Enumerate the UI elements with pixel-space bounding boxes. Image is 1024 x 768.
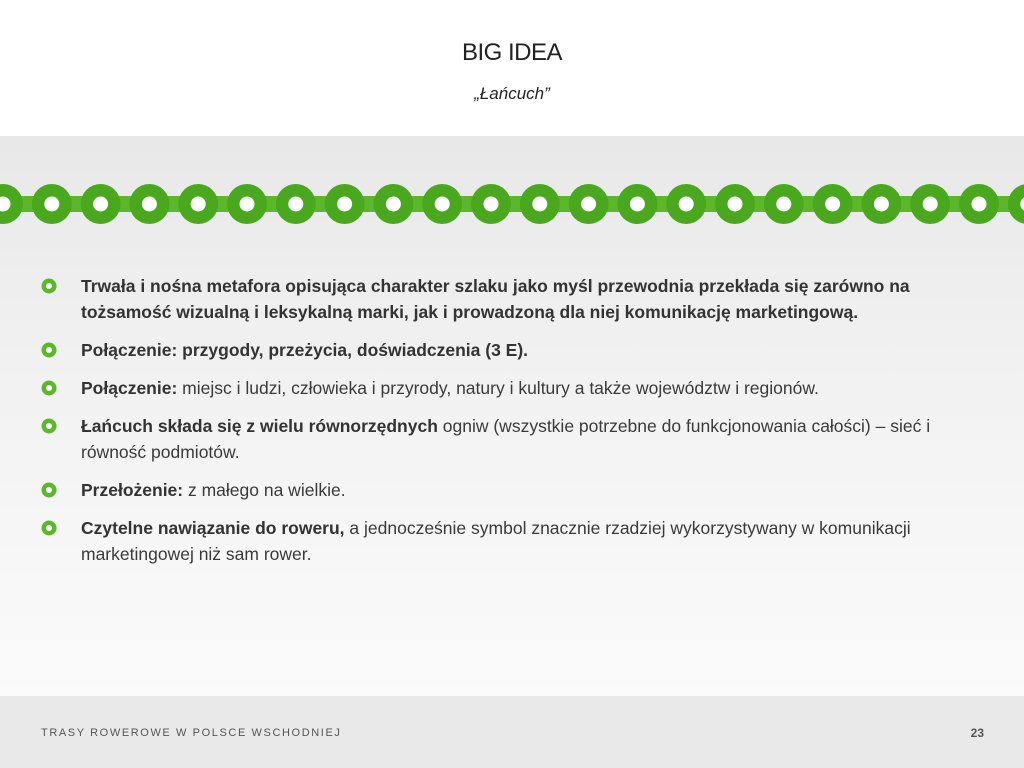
chain-link-hole	[288, 197, 303, 212]
chain-link-hole	[581, 197, 596, 212]
slide-subtitle: „Łańcuch”	[474, 84, 550, 103]
green-ring-bullet-icon	[40, 481, 58, 499]
bullet-text: ogniw (wszystkie potrzebne do funkcjonowania całości) – sieć i równość podmiotów.	[81, 416, 931, 462]
bullet-bold-text: Połączenie: przygody, przeżycia, doświadczenia (3 E).	[81, 340, 529, 360]
slide-header	[0, 0, 1024, 136]
list-item	[40, 515, 1000, 567]
green-ring-bullet-icon	[40, 379, 58, 397]
chain-link-hole	[386, 197, 401, 212]
green-ring-bullet-icon	[40, 277, 58, 295]
page-number: 23	[970, 726, 984, 740]
bullet-bold-text: Połączenie:	[81, 378, 178, 398]
chain-link-hole	[532, 197, 547, 212]
chain-link-hole	[435, 197, 450, 212]
bullet-bold-text: Czytelne nawiązanie do roweru,	[81, 518, 345, 538]
slide-content	[0, 136, 1024, 696]
bullet-text: a jednocześnie symbol znacznie rzadziej wykorzystywany w komunikacji marketingowej niż sam rower.	[81, 518, 911, 564]
green-ring-bullet-icon	[40, 341, 58, 359]
bullet-list	[40, 273, 1000, 579]
bullet-bold-text: Łańcuch składa się z wielu równorzędnych	[81, 416, 438, 436]
slide-footer	[0, 696, 1024, 768]
chain-icon	[0, 184, 1024, 224]
green-ring-bullet-icon	[40, 417, 58, 435]
chain-link-hole	[191, 197, 206, 212]
bullet-bold-text: Przełożenie:	[81, 480, 184, 500]
slide-title: BIG IDEA	[461, 39, 563, 66]
list-item	[40, 413, 1000, 465]
list-item	[40, 273, 1000, 325]
list-item	[40, 477, 1000, 503]
chain-link-hole	[972, 197, 987, 212]
chain-link-hole	[630, 197, 645, 212]
bullet-bold-text: Trwała i nośna metafora opisująca charakter szlaku jako myśl przewodnia przekłada się zarówno na tożsamość wizualną i leksykalną marki, jak i prowadzoną dla niej komunikację marketingową.	[81, 276, 910, 322]
chain-link-hole	[679, 197, 694, 212]
bullet-text: miejsc i ludzi, człowieka i przyrody, natury i kultury a także województw i regionów.	[177, 378, 819, 398]
chain-link-hole	[484, 197, 499, 212]
chain-link-hole	[874, 197, 889, 212]
bullet-text: z małego na wielkie.	[183, 480, 346, 500]
chain-link-hole	[337, 197, 352, 212]
list-item	[40, 337, 1000, 363]
chain-link-hole	[776, 197, 791, 212]
chain-link-hole	[728, 197, 743, 212]
chain-link-hole	[142, 197, 157, 212]
chain-link-hole	[923, 197, 938, 212]
footer-label: TRASY ROWEROWE W POLSCE WSCHODNIEJ	[41, 727, 342, 739]
green-ring-bullet-icon	[40, 519, 58, 537]
chain-link-hole	[93, 197, 108, 212]
chain-link-hole	[44, 197, 59, 212]
chain-link-hole	[240, 197, 255, 212]
chain-link-hole	[825, 197, 840, 212]
list-item	[40, 375, 1000, 401]
